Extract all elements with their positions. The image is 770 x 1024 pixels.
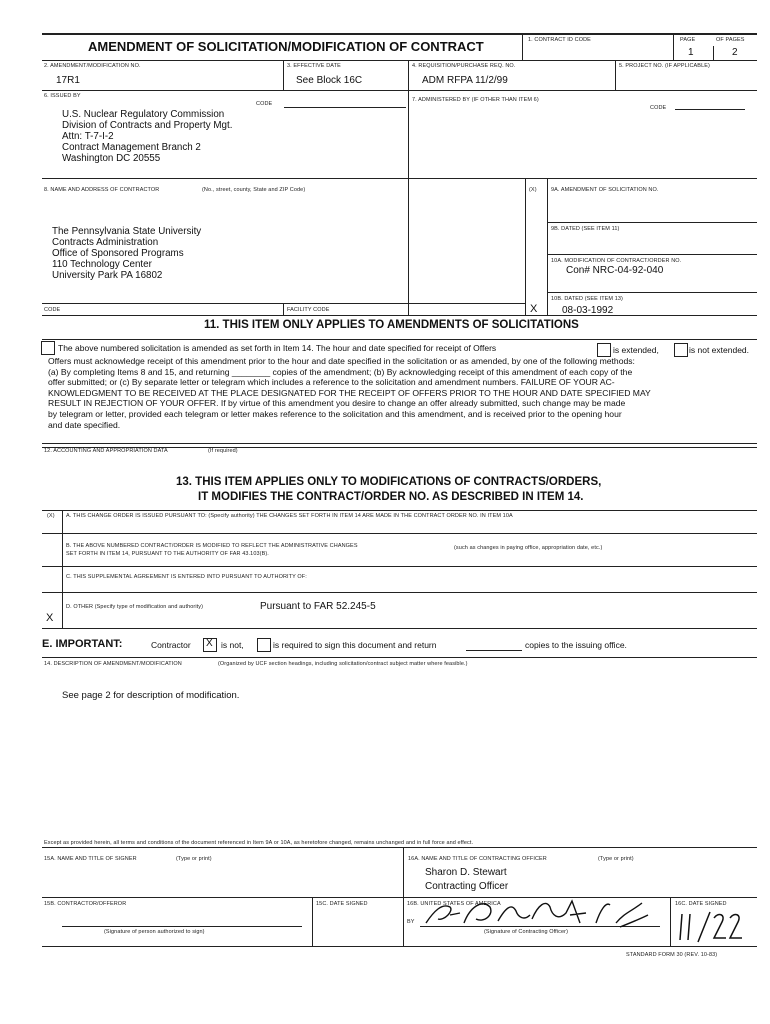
x-col-label: (X) bbox=[529, 187, 537, 193]
rule bbox=[547, 254, 757, 255]
divider bbox=[673, 33, 674, 60]
item-15b-label: 15B. CONTRACTOR/OFFEROR bbox=[44, 901, 127, 907]
item-16a-label: 16A. NAME AND TITLE OF CONTRACTING OFFICER bbox=[408, 856, 547, 862]
item-15b-sig-note: (Signature of person authorized to sign) bbox=[104, 929, 205, 935]
item-11-line-1: The above numbered solicitation is amended as set forth in Item 14. The hour and date specified for receipt of Offers bbox=[58, 343, 497, 353]
form-id: STANDARD FORM 30 (REV. 10-83) bbox=[626, 952, 718, 958]
contractor-label-note: (No., street, county, State and ZIP Code) bbox=[202, 187, 306, 193]
code-label-2: CODE bbox=[650, 105, 667, 111]
item-13d-value: Pursuant to FAR 52.245-5 bbox=[260, 601, 376, 612]
divider bbox=[62, 510, 63, 628]
date-signed-handwriting bbox=[674, 908, 748, 944]
contractor-line-1: The Pennsylvania State University bbox=[52, 226, 202, 237]
item-13c-text: C. THIS SUPPLEMENTAL AGREEMENT IS ENTERED INTO PURSUANT TO AUTHORITY OF: bbox=[66, 574, 307, 580]
item-11-para-line: (a) By completing Items 8 and 15, and returning ________ copies of the amendment; (b) By acknowledging receipt of this amendment of each copy of the bbox=[48, 366, 633, 377]
divider bbox=[522, 33, 523, 60]
rule bbox=[42, 339, 757, 340]
rule bbox=[42, 303, 525, 304]
item-13-heading-1: 13. THIS ITEM APPLIES ONLY TO MODIFICATIONS OF CONTRACTS/ORDERS, bbox=[176, 476, 602, 488]
copies-line bbox=[466, 650, 522, 651]
item-10a-value: Con# NRC-04-92-040 bbox=[566, 265, 664, 276]
contractor-line-2: Contracts Administration bbox=[52, 237, 159, 248]
contractor-line-5: University Park PA 16802 bbox=[52, 270, 163, 281]
item-13-x-label: (X) bbox=[47, 513, 55, 519]
rule bbox=[42, 628, 757, 629]
divider bbox=[670, 897, 671, 946]
page-label: PAGE bbox=[680, 37, 696, 43]
rule bbox=[42, 533, 757, 534]
project-no-label: 5. PROJECT NO. (IF APPLICABLE) bbox=[619, 63, 710, 69]
rule bbox=[42, 657, 757, 658]
contractor-line-3: Office of Sponsored Programs bbox=[52, 248, 184, 259]
item-13b-text-2: SET FORTH IN ITEM 14, PURSUANT TO THE AUTHORITY OF FAR 43.103(B). bbox=[66, 551, 269, 557]
item-13b-text-1: B. THE ABOVE NUMBERED CONTRACT/ORDER IS MODIFIED TO REFLECT THE ADMINISTRATIVE CHANGES bbox=[66, 543, 358, 549]
rule bbox=[42, 847, 757, 848]
amendment-no: 17R1 bbox=[56, 75, 80, 86]
item-14-text: See page 2 for description of modification. bbox=[62, 690, 240, 701]
contractor-code-label: CODE bbox=[44, 307, 61, 313]
except-note: Except as provided herein, all terms and conditions of the document referenced in Item 9A or 10A, as heretofore changed, remains unchanged and in full force and effect. bbox=[44, 840, 474, 846]
divider bbox=[403, 847, 404, 946]
item-9b-label: 9B. DATED (SEE ITEM 11) bbox=[551, 226, 620, 232]
rule bbox=[42, 592, 757, 593]
rule bbox=[42, 443, 757, 444]
item-13a-text: A. THIS CHANGE ORDER IS ISSUED PURSUANT TO: (Specify authority) THE CHANGES SET FORTH IN ITEM 14 ARE MADE IN THE CONTRACT ORDER NO. IN ITEM 10A bbox=[66, 513, 513, 519]
rule bbox=[42, 60, 757, 61]
item-12-note: (If required) bbox=[208, 448, 238, 454]
of-pages-number: 2 bbox=[732, 47, 738, 58]
divider bbox=[525, 178, 526, 315]
item-13b-note: (such as changes in paying office, appropriation date, etc.) bbox=[454, 545, 603, 551]
top-border bbox=[42, 33, 757, 35]
item-10-check: X bbox=[530, 303, 538, 315]
item-11-para-line: offer submitted; or (c) By separate letter or telegram which includes a reference to the solicitation and amendment numbers. FAILURE OF YOUR AC- bbox=[48, 377, 615, 388]
page-number: 1 bbox=[688, 47, 694, 58]
issuer-line-2: Division of Contracts and Property Mgt. bbox=[62, 120, 233, 131]
item-16a-note: (Type or print) bbox=[598, 856, 634, 862]
item-10a-label: 10A. MODIFICATION OF CONTRACT/ORDER NO. bbox=[551, 258, 682, 264]
contractor-line-4: 110 Technology Center bbox=[52, 259, 152, 270]
item-15a-note: (Type or print) bbox=[176, 856, 212, 862]
divider bbox=[713, 46, 714, 60]
item-11-para-line: and date specified. bbox=[48, 419, 121, 430]
is-required-checkbox[interactable] bbox=[257, 638, 271, 652]
issued-by-label: 6. ISSUED BY bbox=[44, 93, 81, 99]
item-16b-sig-note: (Signature of Contracting Officer) bbox=[484, 929, 569, 935]
item-11-heading: 11. THIS ITEM ONLY APPLIES TO AMENDMENTS OF SOLICITATIONS bbox=[204, 319, 579, 331]
extended-checkbox[interactable] bbox=[597, 343, 611, 357]
divider bbox=[547, 178, 548, 315]
code-line bbox=[284, 107, 406, 108]
facility-code-label: FACILITY CODE bbox=[287, 307, 330, 313]
requisition-label: 4. REQUISITION/PURCHASE REQ. NO. bbox=[412, 63, 516, 69]
administered-by-label: 7. ADMINISTERED BY (IF OTHER THAN ITEM 6) bbox=[412, 97, 539, 103]
item-11-paragraph bbox=[48, 356, 768, 430]
by-label: BY bbox=[407, 919, 415, 925]
item-11-para-line: RESULT IN REJECTION OF YOUR OFFER. If by virtue of this amendment you desire to change an offer already submitted, such change may be made bbox=[48, 398, 626, 409]
rule bbox=[42, 90, 757, 91]
rule bbox=[42, 510, 757, 511]
signature-line-15b bbox=[62, 926, 302, 927]
item-13d-check: X bbox=[46, 612, 54, 624]
divider bbox=[408, 60, 409, 315]
contractor-label: 8. NAME AND ADDRESS OF CONTRACTOR bbox=[44, 187, 160, 193]
item-11-checkbox[interactable] bbox=[41, 341, 55, 355]
item-13d-text: D. OTHER (Specify type of modification and authority) bbox=[66, 604, 204, 610]
not-extended-checkbox[interactable] bbox=[674, 343, 688, 357]
issuer-line-3: Attn: T-7-I-2 bbox=[62, 131, 114, 142]
rule bbox=[42, 315, 757, 316]
important-lead: E. IMPORTANT: bbox=[42, 638, 123, 650]
rule bbox=[42, 566, 757, 567]
officer-signature bbox=[420, 893, 650, 933]
important-contractor: Contractor bbox=[151, 640, 191, 650]
rule bbox=[42, 178, 757, 179]
officer-title: Contracting Officer bbox=[425, 881, 509, 892]
item-16b-label: 16B. UNITED STATES OF AMERICA bbox=[407, 901, 501, 907]
item-10b-value: 08-03-1992 bbox=[562, 305, 614, 316]
item-9a-label: 9A. AMENDMENT OF SOLICITATION NO. bbox=[551, 187, 659, 193]
item-13-heading-2: IT MODIFIES THE CONTRACT/ORDER NO. AS DESCRIBED IN ITEM 14. bbox=[198, 491, 584, 503]
item-14-label: 14. DESCRIPTION OF AMENDMENT/MODIFICATION bbox=[44, 661, 182, 667]
issuer-line-4: Contract Management Branch 2 bbox=[62, 142, 201, 153]
form-title: AMENDMENT OF SOLICITATION/MODIFICATION OF CONTRACT bbox=[88, 39, 484, 54]
is-not-check: X bbox=[206, 638, 213, 649]
item-14-note: (Organized by UCF section headings, including solicitation/contract subject matter where feasible.) bbox=[218, 661, 468, 667]
of-pages-label: OF PAGES bbox=[716, 37, 745, 43]
rule bbox=[42, 946, 757, 947]
issuer-line-1: U.S. Nuclear Regulatory Commission bbox=[62, 109, 225, 120]
amendment-no-label: 2. AMENDMENT/MODIFICATION NO. bbox=[44, 63, 141, 69]
is-not-label: is not, bbox=[221, 640, 244, 650]
divider bbox=[615, 60, 616, 90]
item-15c-label: 15C. DATE SIGNED bbox=[316, 901, 368, 907]
copies-label: copies to the issuing office. bbox=[525, 640, 627, 650]
item-12-label: 12. ACCOUNTING AND APPROPRIATION DATA bbox=[44, 448, 168, 454]
contract-id-label: 1. CONTRACT ID CODE bbox=[528, 37, 591, 43]
rule bbox=[547, 222, 757, 223]
requisition-no: ADM RFPA 11/2/99 bbox=[422, 75, 508, 86]
item-10b-label: 10B. DATED (SEE ITEM 13) bbox=[551, 296, 623, 302]
item-11-para-line: KNOWLEDGMENT TO BE RECEIVED AT THE PLACE DESIGNATED FOR THE RECEIPT OF OFFERS PRIOR TO THE HOUR AND DATE SPECIFIED MAY bbox=[48, 387, 651, 398]
effective-date: See Block 16C bbox=[296, 75, 363, 86]
code-line-2 bbox=[675, 109, 745, 110]
is-required-label: is required to sign this document and return bbox=[273, 640, 437, 650]
not-extended-label: is not extended. bbox=[689, 345, 750, 355]
item-11-para-line: Offers must acknowledge receipt of this amendment prior to the hour and date specified in the solicitation or as amended, by one of the following methods: bbox=[48, 356, 635, 366]
item-11-para-line: by telegram or letter, provided each telegram or letter makes reference to the solicitation and this amendment, and is received prior to the opening hour bbox=[48, 408, 622, 419]
code-label: CODE bbox=[256, 101, 273, 107]
divider bbox=[312, 897, 313, 946]
rule bbox=[547, 292, 757, 293]
officer-name: Sharon D. Stewart bbox=[425, 867, 507, 878]
divider bbox=[283, 60, 284, 90]
issuer-line-5: Washington DC 20555 bbox=[62, 153, 161, 164]
item-16c-label: 16C. DATE SIGNED bbox=[675, 901, 727, 907]
extended-label: is extended, bbox=[613, 345, 659, 355]
effective-date-label: 3. EFFECTIVE DATE bbox=[287, 63, 341, 69]
divider bbox=[283, 303, 284, 315]
item-15a-label: 15A. NAME AND TITLE OF SIGNER bbox=[44, 856, 137, 862]
